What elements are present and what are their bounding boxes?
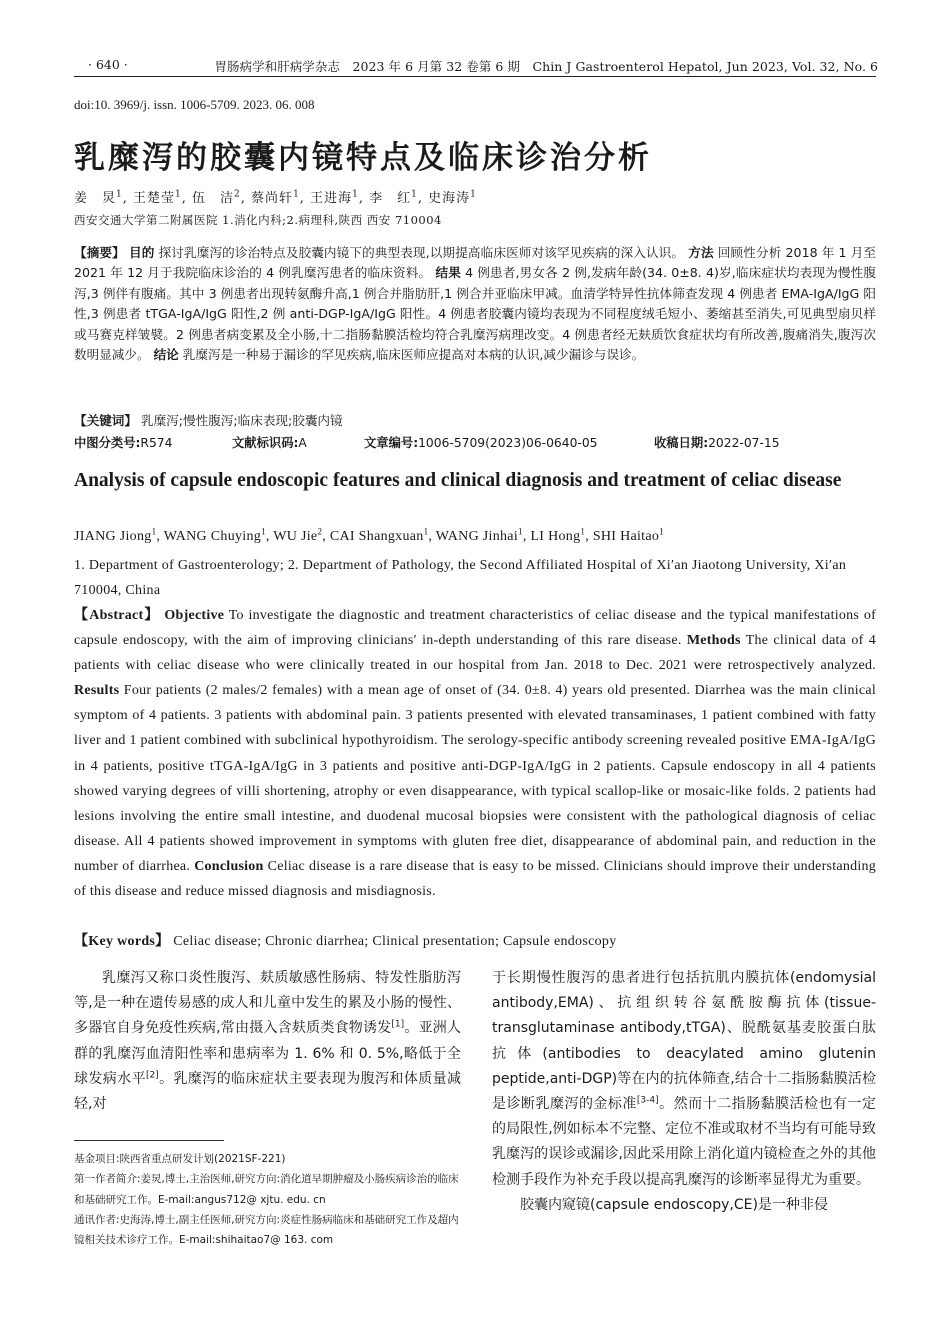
author-affil-sup: 1 [470,189,477,200]
received-date [654,433,780,451]
objective-label: Objective [164,608,225,623]
author-name: 史海涛 [428,191,471,206]
author-name: LI Hong [530,529,581,544]
english-authors: JIANG Jiong$^1$, WANG Chuying$^1$, WU Jie$^2$, CAI Shangxuan$^1$, WANG Jinhai$^1$, LI Hong$^1$, SHI Haitao$^1$ [74,526,665,544]
article-no-value: 1006-5709(2023)06-0640-05 [418,436,598,450]
article-number [364,433,598,451]
footnotes [74,1149,464,1250]
corresponding-author-note: 通讯作者:史海涛,博士,副主任医师,研究方向:炎症性肠病临床和基础研究工作及超内镜相关技术诊疗工作。E-mail:shihaitao7@ 163. com [74,1213,459,1247]
fund-note: 基金项目:陕西省重点研发计划(2021SF-221) [74,1153,286,1165]
citation-ref[interactable]: [3-4] [636,1095,659,1106]
english-abstract [74,603,876,904]
objective-text: 探讨乳糜泻的诊治特点及胶囊内镜下的典型表现,以期提高临床医师对该罕见疾病的深入认识。 [158,245,685,260]
conclusion-text: Celiac disease is a rare disease that is easy to be missed. Clinicians should improve their understanding of this disease and reduce missed diagnosis and misdiagnosis. [74,858,877,900]
author-affil-sup: 2 [234,189,241,200]
abstract-label: 【Abstract】 [74,608,160,623]
objective-text: To investigate the diagnostic and treatment characteristics of celiac disease and the typical manifestations of capsule endoscopy, with the aim of improving clinicians′ in-depth understanding of this rare disease. [74,608,877,649]
received-value: 2022-07-15 [708,436,780,450]
english-title: Analysis of capsule endoscopic features and clinical diagnosis and treatment of celiac disease [74,470,842,491]
body-text: 。乳糜泻的临床症状主要表现为腹泻和体质量减轻,对 [74,1070,462,1113]
doc-code-value: A [298,436,307,450]
citation-ref[interactable]: [2] [145,1070,159,1081]
received-label: 收稿日期: [654,436,709,450]
results-label: 结果 [435,265,461,281]
article-no-label: 文章编号: [364,436,419,450]
author-name: WANG Jinhai [435,529,519,544]
author-affil-sup: 1 [352,189,359,200]
english-keywords [74,930,617,950]
keywords-text: 乳糜泻;慢性腹泻;临床表现;胶囊内镜 [140,413,343,428]
body-paragraph [492,966,876,1193]
methods-label: Methods [686,633,741,649]
chinese-keywords [74,410,343,429]
author-affil-sup: 1 [261,526,266,537]
keywords-label: 【Key words】 [74,934,170,949]
methods-label: 方法 [688,245,714,260]
author-name: 王进海 [310,191,353,206]
page-number: · 640 · [88,57,128,72]
chinese-abstract [74,243,876,365]
author-affil-sup: 1 [659,526,665,537]
abstract-label: 【摘要】 [74,245,125,260]
clc-value: R574 [140,436,173,450]
objective-label: 目的 [129,245,155,260]
body-paragraph [74,966,461,1117]
chinese-authors: 姜 炅$^1$, 王楚莹$^1$, 伍 洁$^2$, 蔡尚轩$^1$, 王进海$^1$, 李 红$^1$, 史海涛$^1$ [74,189,477,206]
keywords-label: 【关键词】 [74,413,137,428]
author-name: 王楚莹 [133,191,176,206]
author-name: 蔡尚轩 [251,191,294,206]
author-affil-sup: 1 [411,189,418,200]
author-affil-sup: 1 [293,189,300,200]
body-right-column [492,966,876,1218]
author-name: SHI Haitao [592,529,660,544]
doc-code-label: 文献标识码: [232,436,299,450]
body-text: 于长期慢性腹泻的患者进行包括抗肌内膜抗体(endomysial antibody,EMA)、抗组织转谷氨酰胺酶抗体(tissue-transglutaminase antibody,tTGA)、脱酰氨基麦胶蛋白肽抗体(antibodies to deacylated amino glutenin peptide,anti-DGP)等在内的抗体筛查,结合十二指肠黏膜活检是诊断乳糜泻的金标准 [492,970,876,1113]
body-paragraph: 胶囊内窥镜(capsule endoscopy,CE)是一种非侵 [520,1196,828,1213]
methods-text: The clinical data of 4 patients with celiac disease who were clinically treated in our hospital from Jan. 2018 to Dec. 2021 were retrospectively analyzed. [74,633,877,674]
doi[interactable]: doi:10. 3969/j. issn. 1006-5709. 2023. 06. 008 [74,97,315,112]
methods-text: 回顾性分析 2018 年 1 月至 2021 年 12 月于我院临床诊治的 4 例乳糜泻患者的临床资料。 [74,245,877,281]
author-affil-sup: 1 [116,189,123,200]
citation-ref[interactable]: [1] [391,1019,405,1030]
author-affil-sup: 2 [317,526,323,537]
clc-label: 中图分类号: [74,436,141,450]
results-text: Four patients (2 males/2 females) with a mean age of onset of (34. 0±8. 4) years old presented. Diarrhea was the main clinical symptom of 4 patients. 3 patients with abdominal pain. 3 patients presented with elevated transaminases, 1 patient combined with fatty liver and 1 patient combined with subclinical hypothyroidism. The serology-specific antibody screening revealed positive EMA-IgA/IgG in 4 patients, positive tTGA-IgA/IgG in 3 patients and positive anti-DGP-IgA/IgG in 2 patients. Capsule endoscopy in all 4 patients showed varying degrees of villi shortening, atrophy or even disappearance, with typical scallop-like or mosaic-like folds. 2 patients had lesions involving the entire small intestine, and duodenal mucosal biopsies were consistent with the pathological diagnosis of celiac disease. All 4 patients showed improvement in symptoms with gluten free diet, disappearance of abdominal pain, and reduction in the number of diarrhea. [74,683,877,874]
author-name: 姜 炅 [74,191,117,206]
document-code [232,433,307,451]
author-name: 李 红 [369,191,412,206]
english-affiliation: 1. Department of Gastroenterology; 2. Department of Pathology, the Second Affiliated Hospital of Xi′an Jiaotong University, Xi′an 710004, China [74,558,847,598]
conclusion-text: 乳糜泻是一种易于漏诊的罕见疾病,临床医师应提高对本病的认识,减少漏诊与误诊。 [182,347,645,363]
body-left-column [74,966,461,1117]
body-text: 。亚洲人群的乳糜泻血清阳性率和患病率为 1. 6% 和 0. 5%,略低于全球发病水平 [74,1020,461,1087]
first-author-note: 第一作者简介:姜炅,博士,主治医师,研究方向:消化道早期肿瘤及小肠疾病诊治的临床和基础研究工作。E-mail:angus712@ xjtu. edu. cn [74,1173,459,1206]
author-name: WANG Chuying [163,529,262,544]
header-rule [74,76,876,77]
author-name: 伍 洁 [192,191,235,206]
results-label: Results [74,683,120,699]
author-affil-sup: 1 [580,526,586,537]
author-affil-sup: 1 [151,526,157,537]
author-name: WU Jie [273,529,318,544]
conclusion-label: 结论 [153,347,179,363]
body-text: 。然而十二指肠黏膜活检也有一定的局限性,例如标本不完整、定位不准或取材不当均有可能导致乳糜泻的误诊或漏诊,因此采用除上消化道内镜检查之外的其他检测手段作为补充手段以提高乳糜泻的诊断率显得尤为重要。 [492,1096,876,1188]
keywords-text: Celiac disease; Chronic diarrhea; Clinical presentation; Capsule endoscopy [173,934,617,949]
author-name: CAI Shangxuan [329,529,424,544]
journal-header: 胃肠病学和肝病学杂志 2023 年 6 月第 32 卷第 6 期 Chin J Gastroenterol Hepatol, Jun 2023, Vol. 32, No. 6 [214,59,878,74]
chinese-affiliation: 西安交通大学第二附属医院 1.消化内科;2.病理科,陕西 西安 710004 [74,213,442,227]
conclusion-label: Conclusion [194,858,264,874]
body-text: 乳糜泻又称口炎性腹泻、麸质敏感性肠病、特发性脂肪泻等,是一种在遗传易感的成人和儿童中发生的累及小肠的慢性、多器官自身免疫性疾病,常由摄入含麸质类食物诱发 [74,970,461,1037]
author-affil-sup: 1 [423,526,429,537]
results-text: 4 例患者,男女各 2 例,发病年龄(34. 0±8. 4)岁,临床症状均表现为慢性腹泻,3 例伴有腹痛。其中 3 例患者出现转氨酶升高,1 例合并脂肪肝,1 例合并亚临床甲减。血清学特异性抗体筛查发现 4 例患者 EMA-IgA/IgG 阳性,3 例患者 tTGA-IgA/IgG 阳性,2 例 anti-DGP-IgA/IgG 阳性。4 例患者胶囊内镜均表现为不同程度绒毛短小、萎缩甚至消失,可见典型扇贝样或马赛克样皱襞。2 例患者病变累及全小肠,十二指肠黏膜活检均符合乳糜泻病理改变。4 例患者经无麸质饮食症状均有所改善,腹痛消失,腹泻次数明显减少。 [74,265,876,363]
clc-number [74,433,172,451]
author-name: JIANG Jiong [74,529,152,544]
author-affil-sup: 1 [175,189,182,200]
footnote-rule [74,1140,224,1141]
chinese-title: 乳糜泻的胶囊内镜特点及临床诊治分析 [74,140,652,176]
author-affil-sup: 1 [518,526,523,537]
